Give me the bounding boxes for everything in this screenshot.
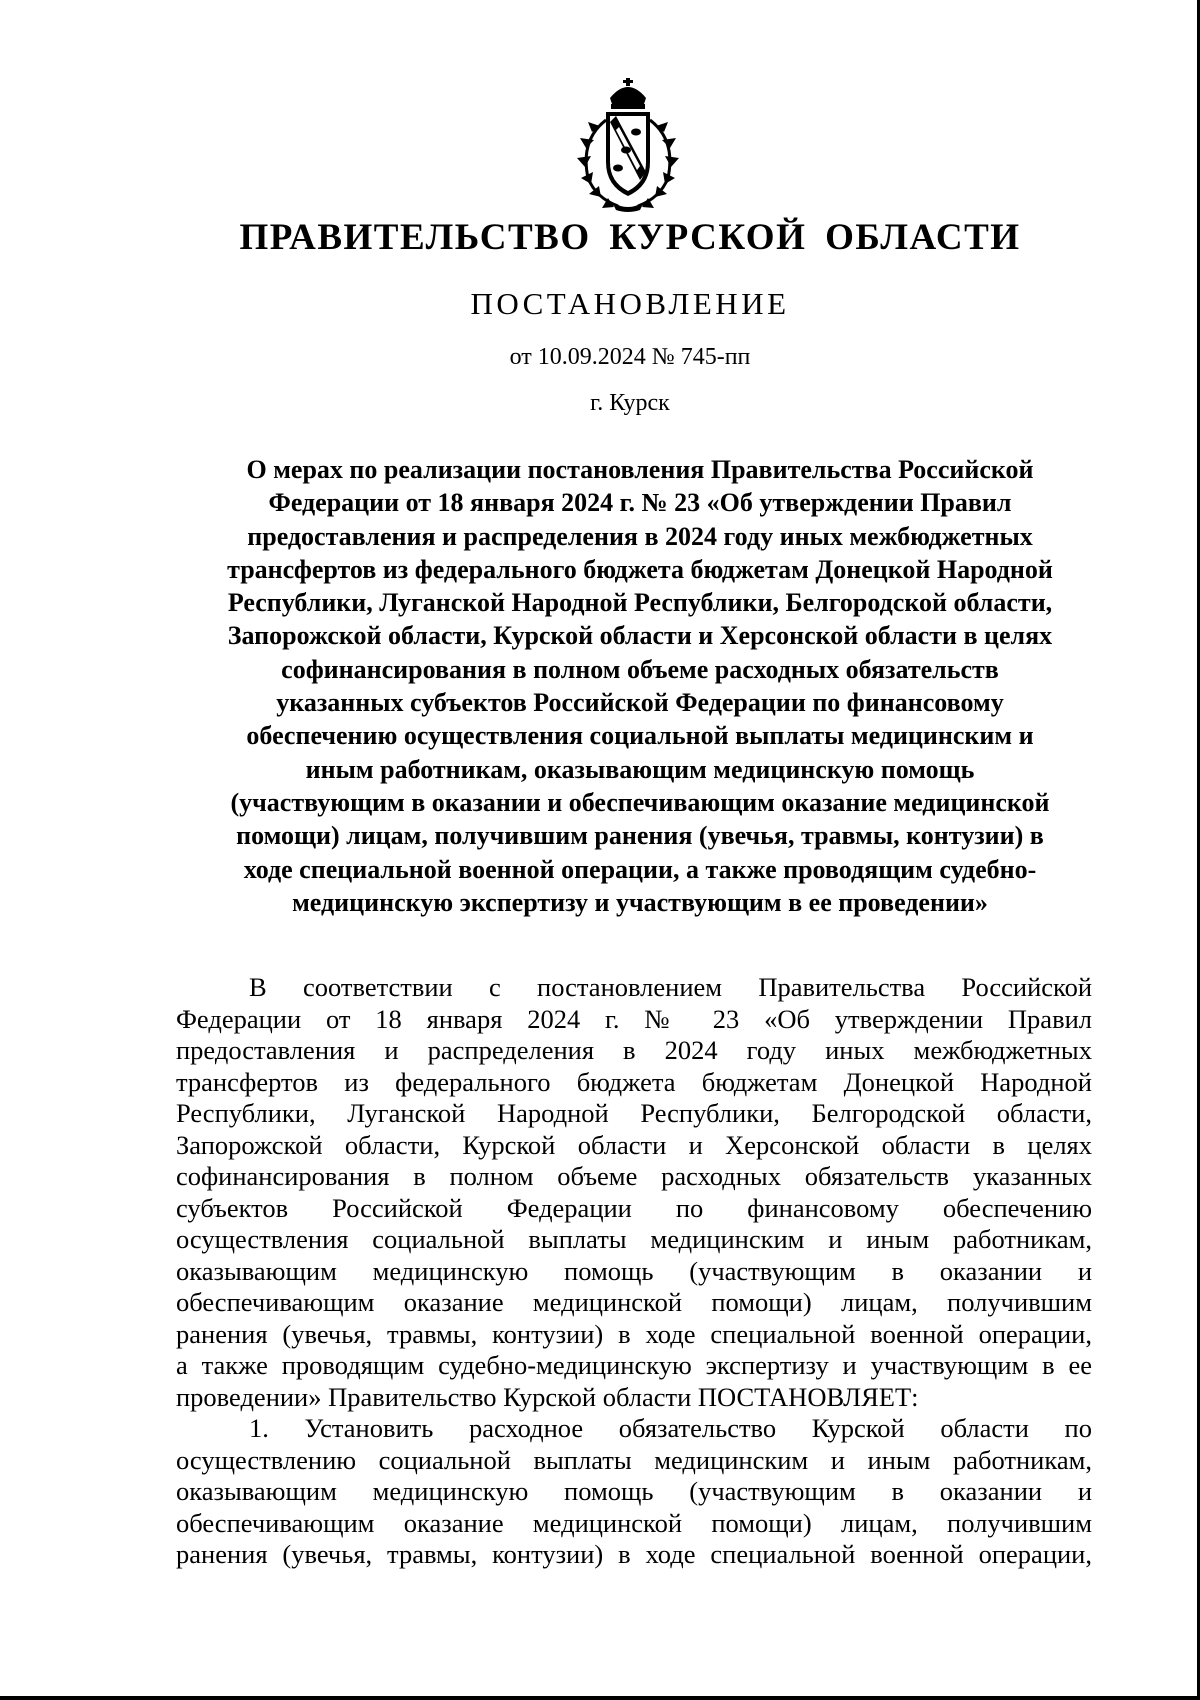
- document-subject: [160, 453, 1120, 919]
- preamble-line: оказывающим медицинскую помощь (участвующим в оказании и: [176, 1255, 1092, 1286]
- preamble-line: обеспечивающим оказание медицинской помощи) лицам, получившим: [176, 1287, 1092, 1317]
- preamble-line: Федерации от 18 января 2024 г. № 23 «Об утверждении Правил: [176, 1003, 1092, 1034]
- subject-line: трансфертов из федерального бюджета бюджетам Донецкой Народной: [227, 554, 1053, 584]
- item-1-line: обеспечивающим оказание медицинской помощи) лицам, получившим: [176, 1507, 1092, 1538]
- item-1-line: 1. Установить расходное обязательство Курской области по: [249, 1413, 1092, 1443]
- subject-line: медицинскую экспертизу и участвующим в ее проведении»: [292, 887, 988, 917]
- preamble-line: Республики, Луганской Народной Республики, Белгородской области,: [176, 1098, 1092, 1128]
- item-1-line: оказывающим медицинскую помощь (участвующим в оказании и: [176, 1476, 1092, 1506]
- subject-line: указанных субъектов Российской Федерации по финансовому: [276, 688, 1004, 718]
- subject-line: (участвующим в оказании и обеспечивающим оказание медицинской: [230, 787, 1050, 817]
- subject-line: Республики, Луганской Народной Республики, Белгородской области,: [227, 588, 1053, 618]
- preamble-line: В соответствии с постановлением Правительства Российской: [249, 972, 1092, 1002]
- scan-border-bottom: [0, 1696, 1200, 1700]
- preamble-line: проведении» Правительство Курской области ПОСТАНОВЛЯЕТ:: [176, 1381, 919, 1412]
- subject-line: Запорожской области, Курской области и Херсонской области в целях: [227, 621, 1053, 651]
- item-1-line: осуществлению социальной выплаты медицинским и иным работникам,: [176, 1444, 1092, 1475]
- preamble-line: осуществления социальной выплаты медицинским и иным работникам,: [176, 1224, 1092, 1254]
- preamble-line: а также проводящим судебно-медицинскую экспертизу и участвующим в ее: [176, 1350, 1092, 1380]
- subject-line: предоставления и распределения в 2024 году иных межбюджетных: [247, 521, 1033, 551]
- item-1-line: ранения (увечья, травмы, контузии) в ходе специальной военной операции,: [176, 1539, 1092, 1569]
- preamble-line: субъектов Российской Федерации по финансовому обеспечению: [176, 1192, 1092, 1223]
- government-title: ПРАВИТЕЛЬСТВО КУРСКОЙ ОБЛАСТИ: [239, 217, 1021, 258]
- preamble-line: предоставления и распределения в 2024 году иных межбюджетных: [176, 1035, 1092, 1065]
- subject-line: О мерах по реализации постановления Правительства Российской: [246, 455, 1034, 484]
- preamble-line: ранения (увечья, травмы, контузии) в ходе специальной военной операции,: [176, 1318, 1092, 1349]
- preamble-line: софинансирования в полном объеме расходных обязательств указанных: [176, 1161, 1092, 1191]
- document-body: [176, 972, 1092, 1571]
- kursk-coat-of-arms-icon: [566, 74, 690, 214]
- document-type: ПОСТАНОВЛЕНИЕ: [470, 286, 790, 321]
- document-date-number: от 10.09.2024 № 745-пп: [509, 344, 751, 370]
- subject-line: помощи) лицам, получившим ранения (увечья, травмы, контузии) в: [236, 821, 1044, 851]
- subject-line: обеспечению осуществления социальной выплаты медицинским и: [246, 721, 1034, 751]
- preamble-line: трансфертов из федерального бюджета бюджетам Донецкой Народной: [176, 1066, 1092, 1097]
- subject-line: ходе специальной военной операции, а также проводящим судебно-: [243, 854, 1037, 884]
- subject-line: софинансирования в полном объеме расходных обязательств: [281, 654, 999, 684]
- subject-line: иным работникам, оказывающим медицинскую помощь: [305, 754, 975, 784]
- preamble-line: Запорожской области, Курской области и Херсонской области в целях: [176, 1129, 1092, 1160]
- subject-line: Федерации от 18 января 2024 г. № 23 «Об утверждении Правил: [268, 488, 1012, 518]
- document-city: г. Курск: [590, 390, 670, 416]
